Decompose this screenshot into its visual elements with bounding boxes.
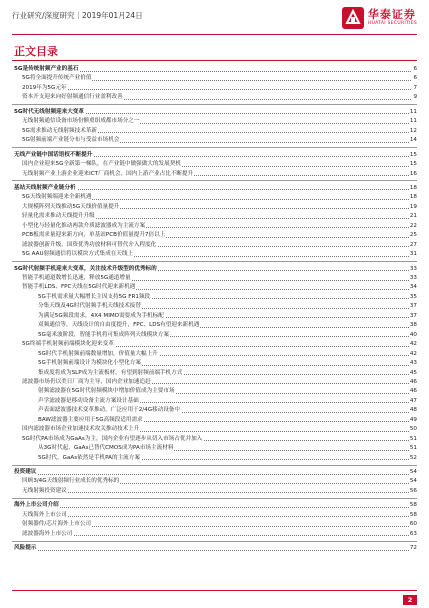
- footer-divider: [12, 590, 417, 591]
- toc-entry-title: 双频通信等，天线设计的自由度提升，FPC、LDS有望迎来新机遇: [38, 322, 200, 329]
- toc-entry-title: 射频器件/芯片海外上市公司: [22, 521, 92, 528]
- toc-entry[interactable]: [22, 250, 417, 258]
- toc-entry-page: 19: [409, 203, 417, 210]
- toc-leader-dots: [22, 492, 417, 493]
- toc-entry-title: 声学滤波器是移动设备主流方案设计基础: [38, 397, 139, 404]
- toc-leader-dots: [14, 507, 417, 508]
- toc-entry-title: 声表面滤波器技术变革推动，广泛应用于2/4G移动设备中: [38, 407, 180, 414]
- toc-entry[interactable]: [38, 397, 417, 405]
- toc-entry[interactable]: [22, 222, 417, 230]
- toc-entry-page: 33: [409, 265, 417, 272]
- toc-entry-page: 37: [409, 303, 417, 310]
- toc-entry-title: 为满足5G频段需求，4X4 MIMO需要成为手机标配: [38, 312, 164, 319]
- toc-entry-title: 无线射频通信设备市场份额重组成都市场分之一: [22, 118, 140, 125]
- section-separator: [12, 465, 417, 466]
- toc-entry[interactable]: [22, 340, 417, 348]
- section-separator: [12, 541, 417, 542]
- section-separator: [12, 498, 417, 499]
- toc-leader-dots: [14, 550, 417, 551]
- toc-entry-page: 37: [409, 312, 417, 319]
- toc-entry-title: 小型化与轻量化推动两款介质滤波器成为主流方案: [22, 222, 146, 229]
- toc-entry-title: 滤波器市场仍以美日厂商为主导，国内企业加速追赶: [22, 378, 151, 385]
- section-separator: [12, 180, 417, 181]
- toc-entry-title: 集成度将成为SLP成为主流板材，有望到射频前端手机方式: [38, 369, 183, 376]
- toc-entry-page: 9: [413, 94, 417, 101]
- brand-name-en: HUATAI SECURITIES: [367, 21, 417, 26]
- toc-entry[interactable]: [22, 84, 417, 92]
- section-separator: [12, 104, 417, 105]
- toc-section-entry[interactable]: [14, 468, 417, 476]
- toc-entry-title: 5G需求推动无线射频技术革新: [22, 127, 98, 134]
- toc-entry-title: 资本开支迎来向好射频通信行业盈利改善: [22, 94, 123, 101]
- toc-entry[interactable]: [38, 302, 417, 310]
- toc-entry[interactable]: [22, 274, 417, 282]
- toc-leader-dots: [22, 535, 417, 536]
- toc-title: 正文目录: [14, 45, 58, 58]
- toc-entry-page: 11: [409, 108, 417, 115]
- toc-entry-title: 5G是传统射频产业的基石: [14, 66, 79, 72]
- toc-entry-title: 2019年为5G元年: [22, 84, 67, 91]
- toc-entry-title: 投资建议: [14, 469, 37, 475]
- toc-entry[interactable]: [38, 321, 417, 329]
- toc-entry-page: 12: [409, 127, 417, 134]
- toc-entry-page: 21: [409, 213, 417, 220]
- section-separator: [12, 147, 417, 148]
- toc-entry[interactable]: [22, 511, 417, 519]
- toc-entry[interactable]: [38, 359, 417, 367]
- toc-entry-page: 27: [409, 241, 417, 248]
- toc-entry-page: 52: [409, 454, 417, 461]
- toc-entry-page: 38: [409, 322, 417, 329]
- toc-leader-dots: [22, 89, 417, 90]
- toc-entry-page: 40: [409, 331, 417, 338]
- toc-entry[interactable]: [38, 369, 417, 377]
- toc-entry-title: 分集天线及4G时代射频手机天线技术接替: [38, 303, 141, 310]
- toc-entry[interactable]: [22, 160, 417, 168]
- toc-entry-title: 海外上市公司介绍: [14, 502, 59, 509]
- toc-entry-page: 31: [409, 251, 417, 258]
- toc-entry[interactable]: [38, 416, 417, 424]
- toc-entry-title: PCB板需求量迎来新方向，单基站PCB价值量提升7倍以上: [22, 232, 166, 239]
- toc-entry-title: 5G时代，GaAs依然是手机PA的主流方案: [38, 454, 140, 461]
- toc-leader-dots: [14, 474, 417, 475]
- toc-entry-title: BAW滤波器主要应用于5G高频段适用需求: [38, 416, 143, 423]
- toc-entry-page: 14: [409, 137, 417, 144]
- toc-entry-title: 基站天线射频产业链分析: [14, 184, 76, 191]
- toc-entry-title: 国内企业迎来5G全新第一梯队，在产业链中做强做大的发展契机: [22, 161, 181, 168]
- toc-entry-page: 58: [409, 502, 417, 509]
- toc-entry-title: 5G将全面提升传统产业价值: [22, 75, 92, 82]
- toc-entry-page: 43: [409, 360, 417, 367]
- toc-entry-page: 48: [409, 407, 417, 414]
- toc-entry-title: 5G时代射频手机迎来大变革，关注技术升级型的优秀标的: [14, 265, 157, 272]
- toc-section-entry[interactable]: [14, 151, 417, 159]
- section-separator: [12, 261, 417, 262]
- toc-entry[interactable]: [22, 212, 417, 220]
- toc-section-entry[interactable]: [14, 65, 417, 73]
- toc-entry-page: 47: [409, 397, 417, 404]
- toc-leader-dots: [22, 516, 417, 517]
- toc-entry-title: 无线射频投资建议: [22, 487, 67, 494]
- toc-entry-page: 15: [409, 161, 417, 168]
- toc-entry[interactable]: [22, 378, 417, 386]
- toc-entry-page: 63: [409, 530, 417, 537]
- toc-entry-page: 60: [409, 521, 417, 528]
- toc-entry-page: 11: [409, 118, 417, 125]
- toc-entry-title: 5G手机需求量大幅增长主因支持5G FR1频段: [38, 293, 151, 300]
- toc-entry-title: 5G AAU射频通信将以模块方式集成在天线上: [22, 251, 134, 258]
- toc-entry[interactable]: [38, 444, 417, 452]
- toc-entry-page: 6: [413, 75, 417, 82]
- brand-name-cn: 华泰证券: [367, 8, 416, 21]
- toc-entry[interactable]: [38, 293, 417, 301]
- toc-entry[interactable]: [22, 241, 417, 249]
- toc-entry-page: 54: [409, 478, 417, 485]
- toc-entry[interactable]: [22, 425, 417, 433]
- toc-entry-page: 7: [413, 84, 417, 91]
- toc-entry[interactable]: [22, 203, 417, 211]
- toc-section-entry[interactable]: [14, 501, 417, 509]
- toc-entry-page: 35: [409, 293, 417, 300]
- toc-entry[interactable]: [22, 127, 417, 135]
- toc-entry[interactable]: [38, 312, 417, 320]
- toc-entry-page: 56: [409, 487, 417, 494]
- toc-entry-page: 42: [409, 350, 417, 357]
- toc-entry[interactable]: [22, 530, 417, 538]
- toc-entry-title: 从3G时代起，GaAs已替代CMOS成为PA市场主流材料: [38, 445, 174, 452]
- toc-entry-title: 轻量化需求推动天线提升升级: [22, 213, 95, 220]
- toc-entry-title: 5G手机射频前端设计为模块化小型化方案: [38, 360, 141, 367]
- toc-entry[interactable]: [38, 406, 417, 414]
- toc-entry-title: 天线海外上市公司: [22, 511, 67, 518]
- toc-entry-page: 54: [409, 469, 417, 475]
- toc-entry[interactable]: [22, 117, 417, 125]
- toc-entry-title: 5G射频前端产业链分布与受益市场机会: [22, 137, 120, 144]
- toc-entry-page: 18: [409, 194, 417, 201]
- report-type-date: 行业研究/深度研究｜2019年01月24日: [12, 11, 143, 20]
- toc-entry-title: 回顾3/4G天线射频行业成长的优秀标的: [22, 478, 120, 485]
- toc-entry-title: 射频滤波器在5G时代射频模块中增加价值成为主要市场: [38, 388, 175, 395]
- toc-entry-title: 智能手机LDS、FPC天线在5G时代迎来新机遇: [22, 284, 136, 291]
- toc-entry[interactable]: [22, 93, 417, 101]
- toc-entry-page: 42: [409, 341, 417, 348]
- toc-entry-page: 45: [409, 369, 417, 376]
- toc-entry[interactable]: [22, 520, 417, 528]
- toc-entry[interactable]: [22, 477, 417, 485]
- toc-entry-title: 风险提示: [14, 545, 37, 552]
- toc-entry-page: 34: [409, 284, 417, 291]
- toc-section-entry[interactable]: [14, 544, 417, 552]
- toc-entry-page: 58: [409, 511, 417, 518]
- toc-entry-page: 50: [409, 426, 417, 433]
- toc-entry[interactable]: [38, 387, 417, 395]
- toc-entry-title: 无线射频产业上游企业迎来ICT厂商机会，国内上游产业占比不断提升: [22, 170, 194, 177]
- toc-entry-title: 5G时代手机射频前端数量增加，价值量大幅上升: [38, 350, 158, 357]
- toc-entry-page: 46: [409, 378, 417, 385]
- toc-entry-page: 49: [409, 416, 417, 423]
- toc-entry-page: 51: [409, 445, 417, 452]
- toc-entry-page: 15: [409, 151, 417, 158]
- toc-entry-page: 72: [409, 545, 417, 552]
- toc-entry[interactable]: [38, 454, 417, 462]
- toc-entry-title: 国内滤波器市场企业加速技术攻关推动技术上升: [22, 426, 140, 433]
- toc-entry-title: 无线产业链中国话语权不断提升: [14, 151, 93, 158]
- toc-entry-page: 51: [409, 435, 417, 442]
- page-number: 2: [403, 595, 417, 605]
- toc-entry-page: 46: [409, 388, 417, 395]
- toc-entry-page: 22: [409, 222, 417, 229]
- toc-entry-page: 18: [409, 184, 417, 191]
- toc-entry-title: 滤波器海外上市公司: [22, 530, 73, 537]
- toc-section-entry[interactable]: [14, 184, 417, 192]
- toc-entry[interactable]: [22, 283, 417, 291]
- toc-entry-title: 滤波器创新升级，国资优秀功放材料可替代介入程度化: [22, 241, 157, 248]
- toc-entry-page: 25: [409, 232, 417, 239]
- toc-section-entry[interactable]: [14, 108, 417, 116]
- toc-entry-title: 5G毫米波阶段，智能手机将可集成阵列天线模块方案: [38, 331, 169, 338]
- toc-entry[interactable]: [22, 136, 417, 144]
- toc-entry[interactable]: [22, 74, 417, 82]
- toc-entry[interactable]: [22, 487, 417, 495]
- toc-entry[interactable]: [38, 350, 417, 358]
- toc-entry[interactable]: [22, 435, 417, 443]
- toc-entry[interactable]: [22, 193, 417, 201]
- toc-entry[interactable]: [38, 331, 417, 339]
- toc-entry-title: 5G天线射频端迎来全新机遇: [22, 194, 92, 201]
- toc-entry-title: 5G终端手机射频前端模块化迎来变革: [22, 341, 114, 348]
- toc-entry-title: 5G时代无线射频迎来大变革: [14, 108, 85, 115]
- toc-entry-title: 大规模阵列天线推动5G天线价值量提升: [22, 203, 120, 210]
- toc-entry-page: 16: [409, 170, 417, 177]
- toc-entry-title: 智能手机通道数增长迅速，释放5G通道增量: [22, 275, 131, 281]
- toc-entry[interactable]: [22, 170, 417, 178]
- toc-section-entry[interactable]: [14, 265, 417, 273]
- toc-entry-title: 5G时代PA市场成为GaAs为主，国内企业有望逐步从切入市场占优并加入: [22, 435, 203, 442]
- toc-entry[interactable]: [22, 231, 417, 239]
- toc-entry-page: 6: [413, 66, 417, 72]
- toc-entry-page: 33: [409, 275, 417, 281]
